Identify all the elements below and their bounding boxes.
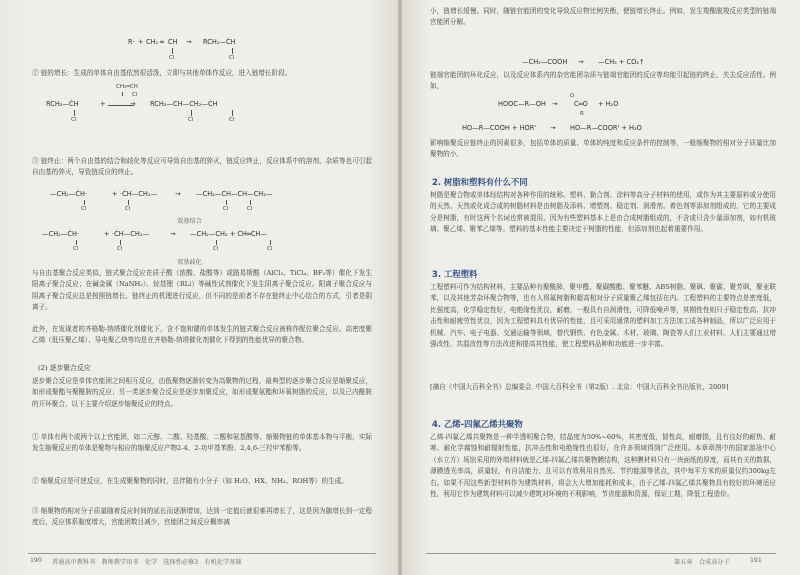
bond-line <box>84 200 85 205</box>
reaction-arrow: → <box>552 100 558 108</box>
combination-label: 双基结合 <box>177 218 202 225</box>
point-3: ③ 缩聚物的相对分子质量随着反应时间的延长而逐渐增加，达到一定值后就很难再增长了，这是因为随增长到一定程度后，反应体系黏度增大，官能团数目减少，官能团之间反应概率减 <box>32 507 372 527</box>
chlorine-label: Cl <box>229 117 235 123</box>
citation: [摘自《中国大百科全书》总编委会. 中国大百科全书（第2版）. 北京：中国大百科全书出版社，2009] <box>430 383 729 391</box>
chlorine-label: Cl <box>267 246 273 252</box>
chapter-title: 第五章 合成高分子 <box>674 559 730 566</box>
bond-line <box>216 240 217 245</box>
para-resin: 树脂是聚合物或单体经结构对各种作用的统称。塑料、黏合剂、涂料等高分子材料的使用，或作为其主要原料或分使用的天然、天然或化成合成的树脂材料是由树脂及添料、增塑剂、稳定剂、润滑剂、着色剂等添加剂组成的，它的主要成分是树脂，有时这两个名词也常被混用，因为有些塑料基本上是由合成树脂组成的，不含或只含少量添加剂，如有机玻璃、聚乙烯、聚苯乙烯等。塑料的基本性能主要决定于树脂的性能，但添加剂也起着重要作用。 <box>430 191 776 234</box>
bond-line <box>122 92 123 96</box>
reaction-arrow: → <box>175 190 181 198</box>
bond-line <box>76 240 77 245</box>
plus-sign: + <box>138 38 144 46</box>
chlorine-label: Cl <box>117 246 123 252</box>
monomer-ch2: CH₂ <box>146 38 159 46</box>
cyclization-reactant: HOOC—R—OH <box>498 100 546 108</box>
bond-line <box>226 200 227 205</box>
chlorine-label: Cl <box>73 246 79 252</box>
chlorine-label: Cl <box>229 55 235 61</box>
para-factors: 影响缩聚反应链终止的因素很多，包括单体的质量、单体的纯度和反应条件的控制等，一般缩聚物的相对分子质量比加聚物的小。 <box>430 139 776 159</box>
para-chain-growth: ② 链的增长：生成的单体自由基依然很活泼，立即与其他单体作反应，进入链增长阶段。 <box>32 69 292 77</box>
double-bond: ═ <box>160 38 164 46</box>
bond-line <box>270 240 271 245</box>
bond-line <box>172 48 173 54</box>
reaction-arrow: → <box>170 230 176 238</box>
section-step-polymerization: (2) 逐步聚合反应 <box>38 364 91 372</box>
growing-chain: RCH₂—ĊH <box>46 100 79 108</box>
reaction-arrow: → <box>550 124 556 132</box>
radical-symbol: R· <box>128 38 135 46</box>
para-ziegler: 此外，在发现者的齐格勒-纳塔催化剂催化下，含不饱和键的单体发生的链式聚合反应被称作配位聚合反应。高密度聚乙烯（低压聚乙烯）、导电聚乙炔等均是在齐格勒-纳塔催化剂催化下得到的性能优异的聚合物。 <box>32 325 372 345</box>
reaction-arrow: → <box>578 58 584 66</box>
plus-sign: + <box>104 230 110 238</box>
ring-r-group: R <box>580 111 584 117</box>
para-top: 小，链增长缓慢。同时，随链官能团的变化导致反应物比例失衡，使链增长终止。例如，发生羧酸脱羧反应类型的链端官能团分解。 <box>430 7 776 27</box>
bond-line <box>191 110 192 116</box>
bond-line <box>120 240 121 245</box>
radical-left: —CH₂—ĊH· <box>50 190 88 198</box>
para-termination: ③ 链终止：两个自由基的结合和歧化等反应可导致自由基的猝灭，链反应终止，反应体系中的溶剂、杂质等也可引起自由基的猝灭，导致链反应的终止。 <box>32 157 372 177</box>
bond-line <box>250 200 251 205</box>
chlorine-label: Cl <box>247 206 253 212</box>
chain-product: RCH₂—CH—CH₂—ĊH <box>150 100 218 108</box>
radical-right: ·ĊH—CH₂— <box>120 190 158 198</box>
para-etfe: 乙烯-四氟乙烯共聚物是一种半透明聚合物，结晶度为50%~60%，其密度低，韧性高，耐磨损，且有良好的耐热、耐寒、耐化学腐蚀和耐辐射性能，抗冲击性和电绝缘性也很好，在许多领域得到广泛使用。本章章图中的国家游泳中心（水立方）场馆采用的外墙材料就是乙烯-四氟乙烯共聚物膜结构，这种膜材料只有一块面纸的厚度，而其有关的数据，薄膜透光率高，质量轻，有自洁能力，且可以有效利用自然光、节约能源等优点，其中每平方米的质量仅约300kg左右。如果不用这些新型材料作为建筑材料，将会大大增加能耗和成本，由于乙烯-四氟乙烯共聚物具有较好的环境适应性，利用它作为建筑材料可以减少建筑对环境的不利影响，节省能源和资源，保证工期，降低工程造价。 <box>430 433 776 499</box>
reaction-arrow: → <box>130 100 136 108</box>
plus-sign: + <box>100 100 106 108</box>
heading-engineering-plastic: 3. 工程塑料 <box>432 269 478 279</box>
ring-oxygen: O <box>570 93 575 99</box>
chlorine-label: Cl <box>213 246 219 252</box>
para-engineering: 工程塑料可作为结构材料，主要品种有聚酰胺、聚甲醛、聚碳酸酯、聚苯醚、ABS树脂、聚砜、聚碳、聚芳砜，聚亚联苯，以及其他芳杂环聚合物等，也有人将氟树脂和超高相对分子质量聚乙烯包括在内。工程塑料的主要特点是密度低，比强度高，化学稳定性好，电绝缘性优良，耐磨，一般具有自润滑性，可降低噪声等，其刚性性则只于稳定性高、抗冲击性和耐疲劳性优良，因为工程塑料具有优异的性能，且可采用通常的塑料加工方法加工成各种制品，所以广泛应用于机械、汽车、电子电器、交通运输等领域，替代钢铁、有色金属、木材、玻璃、陶瓷等人们工业材料，人们主要通过增强改性、共混改性等方法改进和提高其性能，使工程塑料品种和功能进一步丰富。 <box>430 283 776 349</box>
heading-resin-plastic: 2. 树脂和塑料有什么不同 <box>432 177 528 187</box>
page-number: 191 <box>750 557 762 564</box>
decarboxylation-reactant: —CH₂—COOH <box>522 58 568 66</box>
running-title: 普通高中教科书 教师教学用书 化学 选择性必修3 有机化学基础 <box>52 559 242 566</box>
chlorine-label: Cl <box>125 206 131 212</box>
page-number: 190 <box>30 557 42 564</box>
monomer-ch: CH <box>168 38 178 46</box>
footer-rule <box>28 553 376 554</box>
footer-rule <box>426 553 776 554</box>
product-radical-text: RCH₂—ĊH <box>203 38 236 46</box>
disproportionation-product: —CH₂—CH₂ + CH═CH— <box>190 230 268 238</box>
chlorine-label: Cl <box>81 206 87 212</box>
point-2: ② 缩聚反应是可逆反应，在生成聚聚物的同时，总伴随有小分子（如 H₂O、HX、NH₃、ROH等）的生成。 <box>32 477 348 485</box>
exchange-reactants: HO—R—COOH + HOR' <box>462 124 537 132</box>
chlorine-label: Cl <box>169 55 175 61</box>
right-page <box>402 0 800 575</box>
combination-product: —CH₂—CH—CH—CH₂— <box>196 190 273 198</box>
bond-line <box>232 48 233 54</box>
heading-etfe: 4. 乙烯-四氟乙烯共聚物 <box>432 419 523 429</box>
para-ionic: 与自由基聚合反应类似，链式聚合反应在质子酸（浓酸、盐酸等）或路易斯酸（AlCl₃、TiCl₄、BF₃等）催化下发生阳离子聚合反应；在碱金属（NaNH₂）、烷基锂（RLi）等碱性试剂催化下发生阴离子聚合反应。阳离子聚合反应与阴离子聚合反应总是按照链增长、链终止的机理进行反应，但不同的是前者不存在链终止中心结合的方式，引者是阴离子。 <box>32 269 372 312</box>
bond-line <box>128 200 129 205</box>
monomer-top: CH₂═CH <box>116 84 138 90</box>
para-cyclization: 链端官能团的环化反应，以及反应体系内的杂官能团杂质与链端官能团的反应等均能引起链的终止，失去反应活性。例如， <box>430 71 776 91</box>
radical-right: ·ĊH—CH₂— <box>112 230 150 238</box>
disproportionation-label: 双基歧化 <box>177 259 202 266</box>
decarboxylation-product: —CH₃ + CO₂↑ <box>598 58 645 66</box>
chlorine-label: Cl <box>71 117 77 123</box>
point-1: ① 单体有两个或两个以上官能团，如二元醇、二酸、羟基酸、二酸和氨基酸等。缩聚物链的单体基本物与平衡，实际发生缩聚反应的单体是聚物与相应的缩聚反应产物2-4、2-功甲基苯酚、2,4,6-三羟甲苯酚等。 <box>32 433 372 453</box>
plus-sign: + <box>112 190 118 198</box>
para-step: 逐步聚合反应是单体官能团之间相互反应，由低聚物逐渐转变为高聚物的过程，最典型的逐步聚合反应是缩聚反应，如形成聚酯与聚酰胺的反应；另一类逐步聚合反应是逐步加聚反应，如形成聚氨酯和环氧树脂的反应，以及己内酰胺的开环聚合，以下主要介绍逐步缩聚反应的特点。 <box>32 377 372 408</box>
lactone-carbonyl: C═O <box>574 100 588 108</box>
reaction-arrow: → <box>186 38 192 46</box>
bond-line <box>74 110 75 116</box>
chlorine-label: Cl <box>132 92 138 98</box>
chlorine-label: Cl <box>223 206 229 212</box>
chlorine-label: Cl <box>188 117 194 123</box>
left-page <box>0 0 398 575</box>
bond-line <box>232 110 233 116</box>
exchange-products: HO—R—COOR' + H₂O <box>570 124 642 132</box>
water-product: + H₂O <box>598 100 619 108</box>
radical-left: —CH₂—ĊH· <box>42 230 80 238</box>
